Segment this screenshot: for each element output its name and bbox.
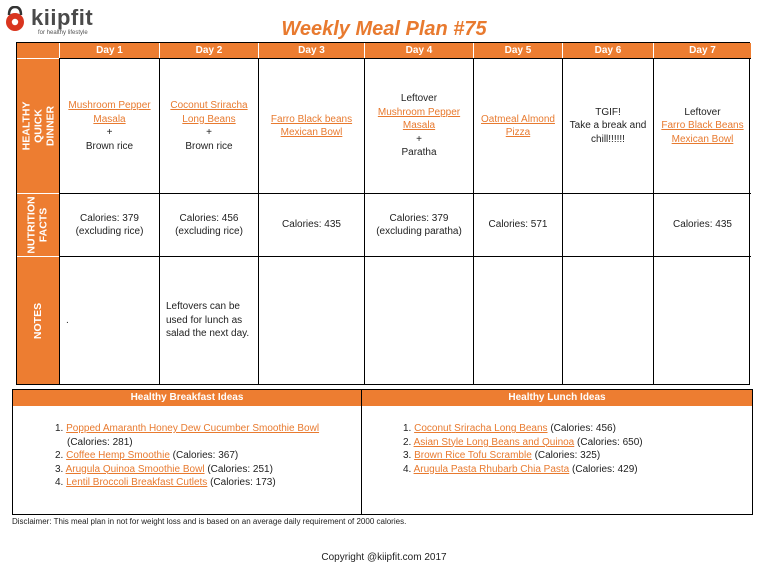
- nutrition-cell-day-2: [159, 193, 258, 256]
- recipe-link[interactable]: Mushroom Pepper Masala: [68, 100, 151, 125]
- logo-tagline: for healthy lifestyle: [38, 30, 88, 36]
- note-text: Leftovers can be used for lunch as salad the next day.: [166, 301, 250, 340]
- nutrition-content: [175, 212, 243, 239]
- day-header-3: Day 3: [258, 43, 364, 58]
- item-calories: (Calories: 325): [534, 450, 601, 461]
- side-dish-text: Brown rice: [85, 140, 134, 152]
- copyright: Copyright @kiipfit.com 2017: [321, 552, 447, 563]
- lunch-header: Healthy Lunch Ideas: [362, 390, 752, 406]
- dinner-content: [477, 113, 559, 140]
- dinner-content: [566, 106, 650, 147]
- item-number: 4.: [55, 477, 64, 488]
- nutrition-content: [76, 212, 144, 239]
- calories-value: Calories: 379: [389, 212, 449, 224]
- notes-cell-day-2: [159, 256, 258, 384]
- recipe-link[interactable]: Coconut Sriracha Long Beans: [170, 100, 248, 125]
- plus-sign: +: [206, 127, 212, 138]
- nutrition-cell-day-3: [258, 193, 364, 256]
- calories-value: Calories: 435: [673, 219, 732, 231]
- nutrition-cell-day-6: [562, 193, 653, 256]
- calories-value: Calories: 435: [282, 219, 341, 231]
- nutrition-content: [489, 218, 548, 232]
- breakfast-item-1-calories-line: [55, 436, 319, 450]
- notes-cell-day-1: [59, 256, 159, 384]
- logo-name: kiipfit: [31, 5, 94, 30]
- notes-cell-day-4: [364, 256, 473, 384]
- dinner-cell-day-2: [159, 58, 258, 193]
- lunch-item-4: [403, 463, 643, 477]
- item-number: 1.: [403, 423, 412, 434]
- breakfast-recipe-link[interactable]: Lentil Broccoli Breakfast Cutlets: [66, 477, 208, 488]
- item-number: 3.: [403, 450, 412, 461]
- breakfast-recipe-link[interactable]: Popped Amaranth Honey Dew Cucumber Smoothie Bowl: [66, 423, 320, 434]
- nutrition-cell-day-7: [653, 193, 751, 256]
- item-number: 4.: [403, 463, 412, 475]
- recipe-link[interactable]: Farro Black beans Mexican Bowl: [270, 113, 353, 138]
- notes-cell-day-3: [258, 256, 364, 384]
- page-title: Weekly Meal Plan #75: [281, 18, 487, 40]
- dinner-cell-day-1: [59, 58, 159, 193]
- nutrition-content: [282, 218, 341, 232]
- breakfast-recipe-link[interactable]: Coffee Hemp Smoothie: [66, 450, 170, 461]
- row-label-nutrition: [17, 193, 59, 256]
- calories-value: Calories: 571: [488, 219, 548, 231]
- nutrition-cell-day-4: [364, 193, 473, 256]
- day-header-6: Day 6: [562, 43, 653, 58]
- dinner-cell-day-5: [473, 58, 562, 193]
- breakfast-item-2: [55, 449, 319, 463]
- ideas-section: [12, 389, 753, 515]
- day-header-2: Day 2: [159, 43, 258, 58]
- dinner-content: [63, 99, 156, 153]
- item-calories: (Calories: 367): [172, 450, 239, 461]
- item-calories: (Calories: 281): [67, 436, 133, 448]
- nutrition-cell-day-1: [59, 193, 159, 256]
- item-calories: (Calories: 251): [207, 463, 273, 475]
- lunch-recipe-link[interactable]: Coconut Sriracha Long Beans: [414, 423, 548, 434]
- day-header-4: Day 4: [364, 43, 473, 58]
- item-calories: (Calories: 429): [572, 463, 638, 475]
- plus-sign: +: [106, 127, 113, 138]
- side-dish-text: Paratha: [401, 147, 437, 159]
- breakfast-item-3: [55, 463, 319, 477]
- dinner-lead-text: Leftover: [684, 106, 721, 118]
- row-label-nutrition-text: NUTRITION FACTS: [26, 196, 51, 254]
- dinner-content: [163, 99, 255, 153]
- breakfast-list: [55, 422, 319, 490]
- dinner-lead-text: Leftover: [400, 93, 438, 105]
- lunch-recipe-link[interactable]: Asian Style Long Beans and Quinoa: [413, 436, 575, 448]
- side-dish-text: Take a break and chill!!!!!!: [569, 120, 647, 145]
- note-text: .: [66, 314, 69, 326]
- nutrition-cell-day-5: [473, 193, 562, 256]
- recipe-link[interactable]: Mushroom Pepper Masala: [377, 106, 461, 132]
- lunch-item-1: [403, 422, 643, 436]
- dinner-content: [262, 113, 361, 140]
- dinner-lead-text: TGIF!: [595, 106, 621, 118]
- breakfast-header: Healthy Breakfast Ideas: [13, 390, 361, 406]
- item-number: 2.: [55, 450, 64, 461]
- side-dish-text: Brown rice: [185, 140, 233, 152]
- dinner-content: [368, 92, 470, 160]
- lunch-list: [403, 422, 643, 476]
- lunch-item-2: [403, 436, 643, 450]
- calories-note: (excluding paratha): [376, 226, 462, 237]
- calories-value: Calories: 379: [80, 212, 139, 224]
- notes-cell-day-7: [653, 256, 751, 384]
- item-number: 1.: [55, 423, 64, 434]
- recipe-link[interactable]: Farro Black Beans Mexican Bowl: [661, 120, 744, 145]
- dinner-content: [657, 106, 748, 147]
- ideas-divider: [361, 390, 362, 514]
- notes-cell-day-5: [473, 256, 562, 384]
- item-number: 3.: [55, 463, 64, 475]
- item-calories: (Calories: 456): [550, 423, 616, 434]
- row-label-notes: [17, 256, 59, 384]
- calories-note: (excluding rice): [175, 226, 243, 237]
- nutrition-content: [673, 218, 732, 232]
- calories-note: (excluding rice): [75, 226, 144, 237]
- item-number: 2.: [403, 436, 412, 448]
- nutrition-content: [376, 212, 462, 239]
- dinner-cell-day-6: [562, 58, 653, 193]
- row-label-notes-text: NOTES: [31, 302, 44, 339]
- item-calories: (Calories: 650): [577, 436, 643, 448]
- lunch-recipe-link[interactable]: Brown Rice Tofu Scramble: [414, 450, 532, 461]
- breakfast-recipe-link[interactable]: Arugula Quinoa Smoothie Bowl: [65, 463, 205, 475]
- breakfast-item-4: [55, 476, 319, 490]
- calories-value: Calories: 456: [179, 212, 239, 224]
- breakfast-item-1: [55, 422, 319, 436]
- lunch-recipe-link[interactable]: Arugula Pasta Rhubarb Chia Pasta: [413, 463, 570, 475]
- notes-cell-day-6: [562, 256, 653, 384]
- row-label-dinner-text: HEALTHY QUICK DINNER: [20, 101, 56, 151]
- lunch-item-3: [403, 449, 643, 463]
- day-header-7: Day 7: [653, 43, 751, 58]
- disclaimer: Disclaimer: This meal plan in not for weight loss and is based on an average daily requirement of 2000 calories.: [12, 517, 407, 526]
- dinner-cell-day-3: [258, 58, 364, 193]
- meal-plan-grid: [16, 42, 750, 385]
- item-calories: (Calories: 173): [210, 477, 276, 488]
- row-label-dinner: [17, 58, 59, 193]
- recipe-link[interactable]: Oatmeal Almond Pizza: [481, 113, 555, 138]
- dinner-cell-day-4: [364, 58, 473, 193]
- day-header-5: Day 5: [473, 43, 562, 58]
- day-header-1: Day 1: [59, 43, 159, 58]
- plus-sign: +: [416, 133, 422, 145]
- dinner-cell-day-7: [653, 58, 751, 193]
